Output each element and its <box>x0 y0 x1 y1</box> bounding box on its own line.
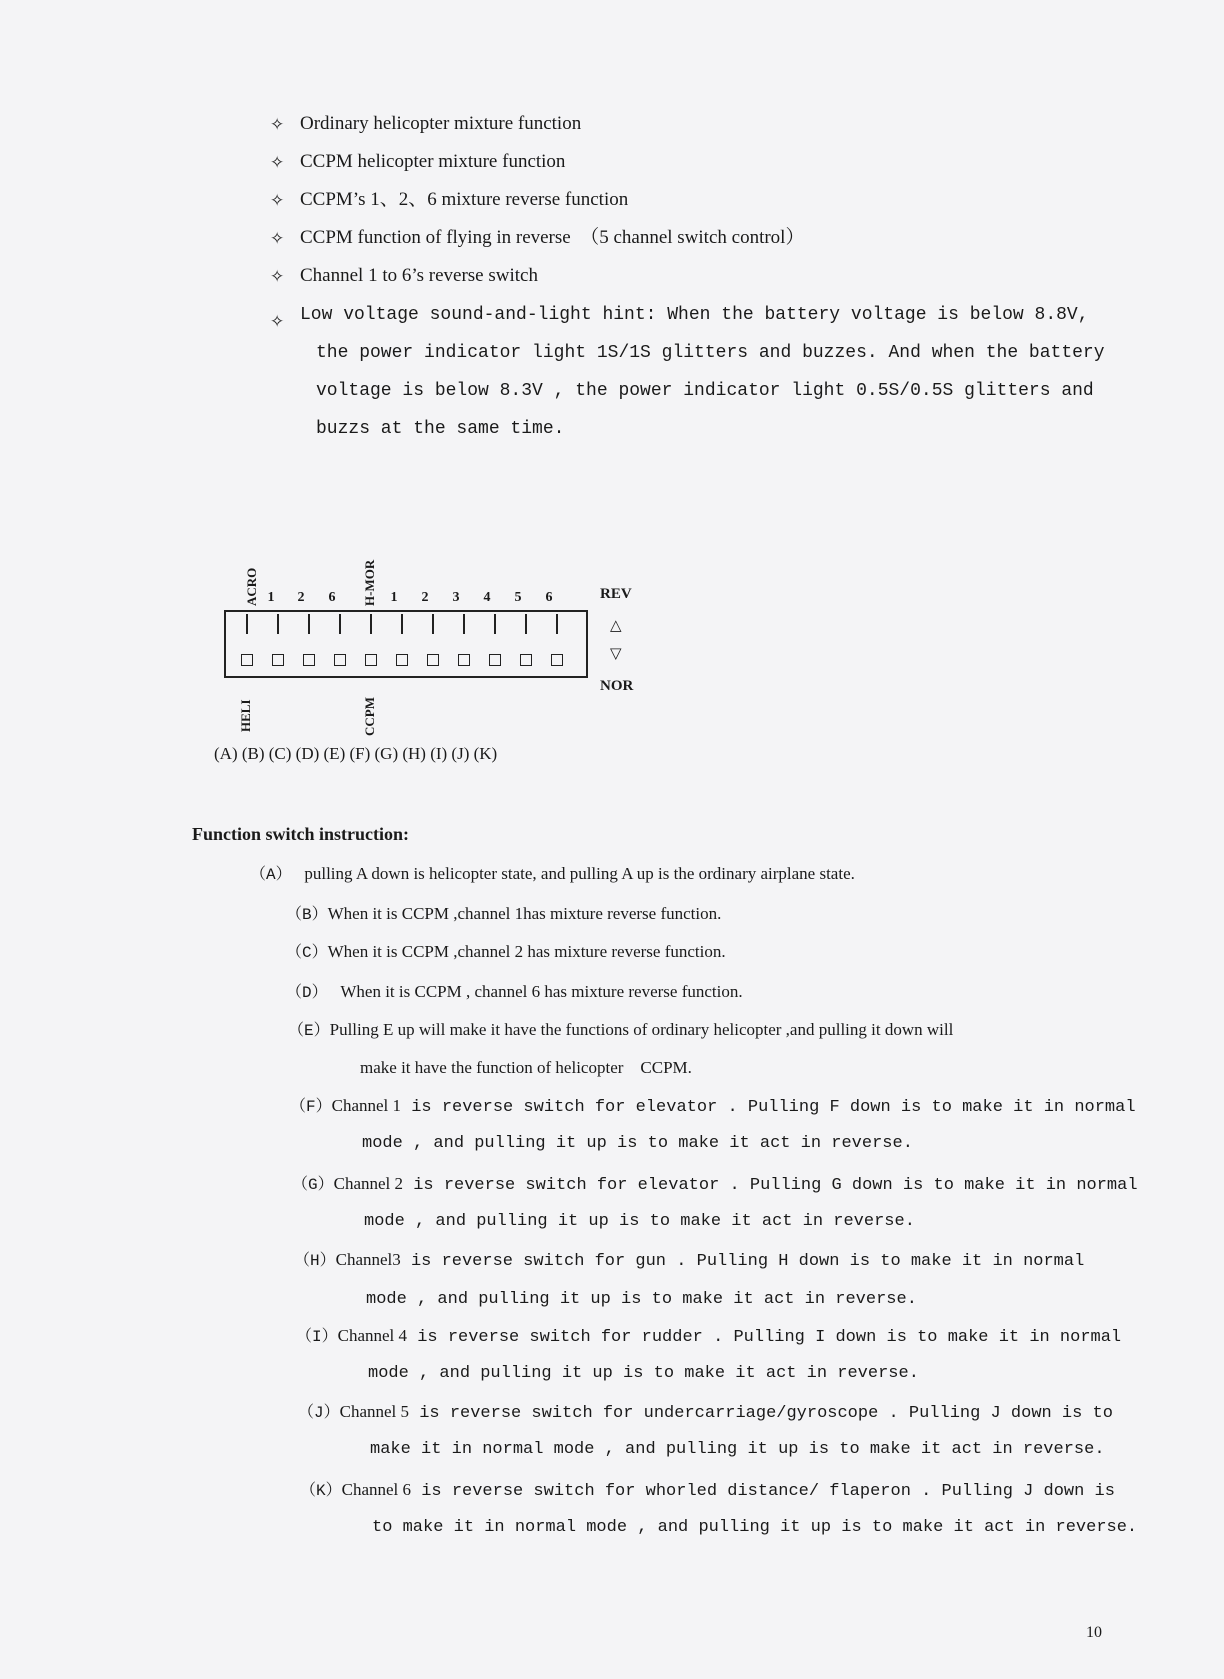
instruction-text: is reverse switch for rudder . Pulling I down is to make it in normal <box>407 1328 1122 1347</box>
switch-diagram <box>214 550 654 770</box>
instruction-b <box>286 902 1146 927</box>
instruction-key: （H） <box>294 1252 336 1270</box>
switch-square <box>303 654 315 666</box>
instruction-key: （K） <box>300 1482 342 1500</box>
instruction-j <box>298 1400 1158 1426</box>
instruction-key: （E） <box>288 1022 330 1040</box>
switch-tick <box>556 614 558 634</box>
diamond-bullet-icon: ✧ <box>270 191 285 210</box>
switch-square <box>272 654 284 666</box>
instruction-key: （A） <box>250 866 292 884</box>
instruction-text: is reverse switch for elevator . Pulling G down is to make it in normal <box>403 1176 1138 1195</box>
switch-number: 1 <box>390 590 398 605</box>
instruction-d <box>286 980 1146 1005</box>
diamond-bullet-icon: ✧ <box>270 115 285 134</box>
up-arrow-icon: △ <box>610 618 622 634</box>
instruction-h <box>294 1248 1154 1274</box>
instruction-i-cont: mode , and pulling it up is to make it act in reverse. <box>368 1364 919 1383</box>
instruction-k-cont: to make it in normal mode , and pulling it up is to make it act in reverse. <box>372 1518 1138 1537</box>
instruction-a <box>250 862 1110 887</box>
low-voltage-line: buzzs at the same time. <box>316 419 565 439</box>
instruction-c <box>286 940 1146 965</box>
low-voltage-line: voltage is below 8.3V , the power indicator light 0.5S/0.5S glitters and <box>316 381 1094 401</box>
instruction-i <box>296 1324 1156 1350</box>
instruction-text: is reverse switch for gun . Pulling H down is to make it in normal <box>400 1252 1085 1271</box>
feature-item <box>270 226 1110 250</box>
instruction-key: （D） <box>286 984 328 1002</box>
diamond-bullet-icon: ✧ <box>270 229 285 248</box>
hmor-label: H-MOR <box>362 559 377 606</box>
switch-number: 6 <box>545 590 553 605</box>
acro-label: ACRO <box>244 567 259 606</box>
instruction-text: When it is CCPM ,channel 1has mixture reverse function. <box>327 904 722 923</box>
instruction-key: （G） <box>292 1176 334 1194</box>
switch-number: 2 <box>297 590 305 605</box>
feature-text: CCPM’s 1、2、6 mixture reverse function <box>300 189 629 210</box>
switch-tick <box>432 614 434 634</box>
heli-label: HELI <box>238 699 253 732</box>
instruction-lead: Channel3 <box>335 1250 401 1269</box>
switch-tick <box>401 614 403 634</box>
instruction-g-cont: mode , and pulling it up is to make it act in reverse. <box>364 1212 915 1231</box>
diamond-bullet-icon: ✧ <box>270 267 285 286</box>
instruction-key: （I） <box>296 1328 338 1346</box>
instruction-f-cont: mode , and pulling it up is to make it act in reverse. <box>362 1134 913 1153</box>
switch-square <box>489 654 501 666</box>
instruction-e <box>288 1018 1148 1043</box>
switch-number: 4 <box>483 590 491 605</box>
switch-tick <box>308 614 310 634</box>
switch-tick <box>525 614 527 634</box>
instruction-text: When it is CCPM ,channel 2 has mixture reverse function. <box>327 942 726 961</box>
switch-number: 2 <box>421 590 429 605</box>
low-voltage-line: Low voltage sound-and-light hint: When the battery voltage is below 8.8V, <box>300 305 1089 325</box>
switch-square <box>427 654 439 666</box>
rev-label: REV <box>600 586 632 602</box>
switch-tick <box>494 614 496 634</box>
feature-list <box>270 112 1110 462</box>
instruction-e-cont: make it have the function of helicopter CCPM. <box>360 1058 692 1077</box>
diamond-bullet-icon: ✧ <box>270 153 285 172</box>
switch-square <box>365 654 377 666</box>
instruction-text: Pulling E up will make it have the functions of ordinary helicopter ,and pulling it down will <box>329 1020 954 1039</box>
instruction-key: （B） <box>286 906 328 924</box>
diamond-bullet-icon: ✧ <box>270 312 285 331</box>
instruction-text: is reverse switch for elevator . Pulling F down is to make it in normal <box>401 1098 1136 1117</box>
instruction-text: is reverse switch for whorled distance/ flaperon . Pulling J down is <box>411 1482 1115 1501</box>
feature-text: Channel 1 to 6’s reverse switch <box>300 265 538 286</box>
instruction-lead: Channel 6 <box>341 1480 412 1499</box>
instruction-lead: Channel 2 <box>333 1174 404 1193</box>
switch-number: 3 <box>452 590 460 605</box>
switch-number: 1 <box>267 590 275 605</box>
nor-label: NOR <box>600 678 634 694</box>
switch-square <box>241 654 253 666</box>
switch-square <box>334 654 346 666</box>
instruction-j-cont: make it in normal mode , and pulling it up is to make it act in reverse. <box>370 1440 1105 1459</box>
function-switch-title: Function switch instruction: <box>192 824 410 844</box>
feature-text: CCPM function of flying in reverse （5 channel switch control） <box>300 227 805 248</box>
feature-item <box>270 188 1110 212</box>
feature-item <box>270 264 1110 288</box>
instruction-k <box>300 1478 1160 1504</box>
switch-tick <box>277 614 279 634</box>
instruction-key: （C） <box>286 944 328 962</box>
instruction-lead: Channel 5 <box>339 1402 410 1421</box>
feature-item-low-voltage <box>270 296 1110 448</box>
switch-square <box>458 654 470 666</box>
switch-letters: (A) (B) (C) (D) (E) (F) (G) (H) (I) (J) (K) <box>214 744 498 763</box>
feature-text: Ordinary helicopter mixture function <box>300 113 582 134</box>
instruction-h-cont: mode , and pulling it up is to make it act in reverse. <box>366 1290 917 1309</box>
instruction-lead: Channel 4 <box>337 1326 408 1345</box>
ccpm-label: CCPM <box>362 697 377 736</box>
switch-square <box>396 654 408 666</box>
switch-number: 5 <box>514 590 522 605</box>
switch-tick <box>463 614 465 634</box>
instruction-key: （J） <box>298 1404 340 1422</box>
feature-text: CCPM helicopter mixture function <box>300 151 566 172</box>
switch-square <box>551 654 563 666</box>
low-voltage-line: the power indicator light 1S/1S glitters and buzzes. And when the battery <box>316 343 1105 363</box>
instruction-key: （F） <box>290 1098 332 1116</box>
switch-tick <box>246 614 248 634</box>
down-arrow-icon: ▽ <box>610 646 622 662</box>
feature-item <box>270 150 1110 174</box>
instruction-g <box>292 1172 1152 1198</box>
page-number: 10 <box>1086 1624 1102 1641</box>
instruction-text: is reverse switch for undercarriage/gyroscope . Pulling J down is to <box>409 1404 1113 1423</box>
switch-number: 6 <box>328 590 336 605</box>
switch-tick <box>370 614 372 634</box>
instruction-text: pulling A down is helicopter state, and pulling A up is the ordinary airplane state. <box>304 864 855 883</box>
instruction-text: When it is CCPM , channel 6 has mixture reverse function. <box>340 982 743 1001</box>
switch-square <box>520 654 532 666</box>
switch-tick <box>339 614 341 634</box>
feature-item <box>270 112 1110 136</box>
instruction-f <box>290 1094 1150 1120</box>
instruction-lead: Channel 1 <box>331 1096 402 1115</box>
